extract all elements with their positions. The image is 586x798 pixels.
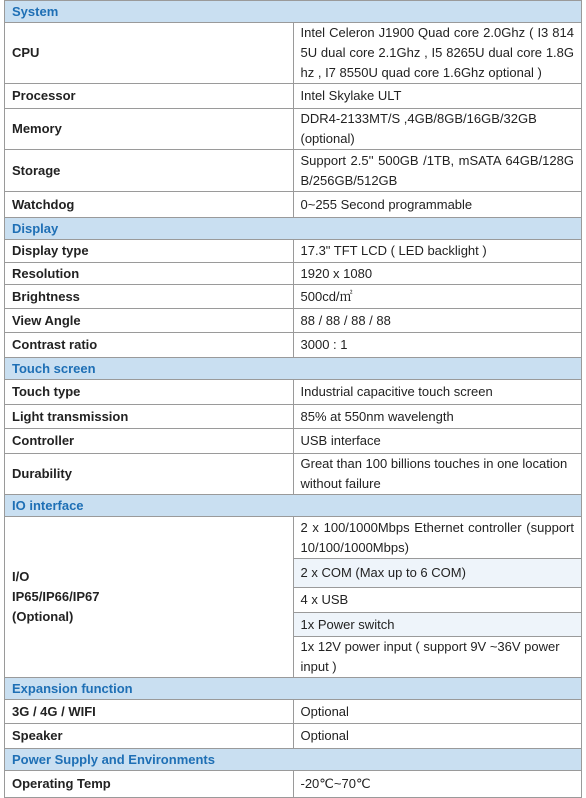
spec-label: Display type [5,240,294,263]
spec-value: USB interface [293,429,582,454]
section-header-touch [5,358,582,380]
row-io-1 [5,517,582,559]
row-memory [5,109,582,150]
spec-value: Great than 100 billions touches in one location without failure [293,454,582,495]
row-operating-temp [5,771,582,798]
io-item-ethernet: 2 x 100/1000Mbps Ethernet controller (support 10/100/1000Mbps) [293,517,582,559]
spec-value: Intel Celeron J1900 Quad core 2.0Ghz ( I3 8145U dual core 2.1Ghz , I5 8265U dual core 1.8Ghz , I7 8550U quad core 1.6Ghz optional ) [293,23,582,84]
spec-value: -20℃~70℃ [293,771,582,798]
spec-value: 17.3" TFT LCD ( LED backlight ) [293,240,582,263]
io-item-power-input: 1x 12V power input ( support 9V ~36V power input ) [293,637,582,678]
row-speaker [5,724,582,749]
spec-value: 85% at 550nm wavelength [293,405,582,429]
io-item-usb: 4 x USB [293,588,582,613]
section-title: Power Supply and Environments [5,749,582,771]
section-title: System [5,1,582,23]
row-touch-type [5,380,582,405]
row-storage [5,150,582,192]
spec-table [4,0,582,798]
spec-label: 3G / 4G / WIFI [5,700,294,724]
section-title: Display [5,218,582,240]
io-item-com: 2 x COM (Max up to 6 COM) [293,559,582,588]
row-light-transmission [5,405,582,429]
spec-label: Resolution [5,263,294,285]
row-wireless [5,700,582,724]
spec-label: Contrast ratio [5,333,294,358]
section-title: IO interface [5,495,582,517]
io-label-line: IP65/IP66/IP67 [12,589,100,604]
spec-label: View Angle [5,309,294,333]
io-label [5,517,294,678]
spec-label: CPU [5,23,294,84]
io-label-line: (Optional) [12,609,74,624]
section-header-system [5,1,582,23]
spec-label: Storage [5,150,294,192]
row-processor [5,84,582,109]
io-item-power-switch: 1x Power switch [293,613,582,637]
spec-value: Optional [293,700,582,724]
section-title: Expansion function [5,678,582,700]
spec-value: Intel Skylake ULT [293,84,582,109]
row-view-angle [5,309,582,333]
io-label-line: I/O [12,569,30,584]
section-header-io [5,495,582,517]
section-header-expansion [5,678,582,700]
spec-label: Watchdog [5,192,294,218]
spec-value: Support 2.5'' 500GB /1TB, mSATA 64GB/128GB/256GB/512GB [293,150,582,192]
spec-value: 0~255 Second programmable [293,192,582,218]
row-durability [5,454,582,495]
spec-value: Industrial capacitive touch screen [293,380,582,405]
spec-label: Touch type [5,380,294,405]
spec-label: Operating Temp [5,771,294,798]
spec-label: Durability [5,454,294,495]
row-controller [5,429,582,454]
spec-label: Brightness [5,285,294,309]
row-contrast [5,333,582,358]
spec-label: Speaker [5,724,294,749]
section-title: Touch screen [5,358,582,380]
section-header-power [5,749,582,771]
row-resolution [5,263,582,285]
spec-value: DDR4-2133MT/S ,4GB/8GB/16GB/32GB (optional) [293,109,582,150]
row-watchdog [5,192,582,218]
spec-label: Light transmission [5,405,294,429]
row-display-type [5,240,582,263]
spec-value: 1920 x 1080 [293,263,582,285]
spec-label: Processor [5,84,294,109]
spec-value: Optional [293,724,582,749]
spec-value: 88 / 88 / 88 / 88 [293,309,582,333]
spec-label: Memory [5,109,294,150]
spec-value: 3000 : 1 [293,333,582,358]
row-cpu [5,23,582,84]
row-brightness [5,285,582,309]
spec-value: 500cd/㎡ [293,285,582,309]
section-header-display [5,218,582,240]
spec-label: Controller [5,429,294,454]
